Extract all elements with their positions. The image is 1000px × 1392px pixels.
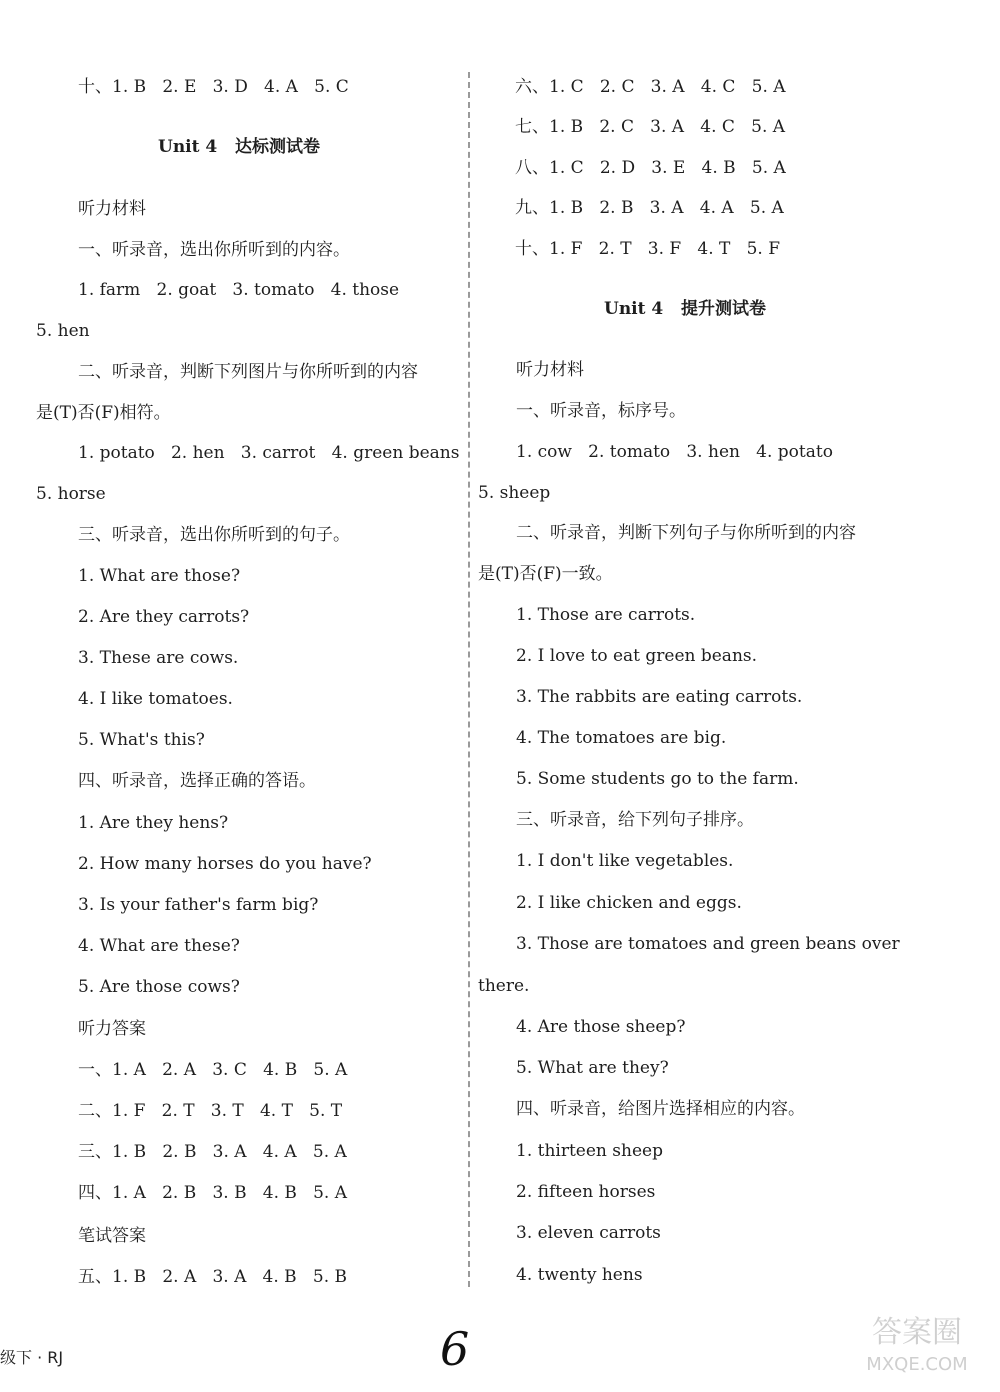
text-line: 5. sheep: [478, 483, 551, 503]
text-line: 三、1. B 2. B 3. A 4. A 5. A: [78, 1142, 347, 1162]
text-line: 十、1. F 2. T 3. F 4. T 5. F: [515, 239, 781, 259]
text-line: 七、1. B 2. C 3. A 4. C 5. A: [515, 117, 786, 137]
text-line: 4. The tomatoes are big.: [516, 728, 727, 748]
section-heading: Unit 4 达标测试卷: [158, 137, 320, 157]
watermark-logo: [842, 1304, 992, 1384]
text-line: 笔试答案: [78, 1226, 146, 1246]
text-line: 2. How many horses do you have?: [78, 854, 372, 874]
text-line: 3. Those are tomatoes and green beans over: [516, 934, 900, 954]
text-line: 四、1. A 2. B 3. B 4. B 5. A: [78, 1183, 347, 1203]
text-line: 听力材料: [78, 199, 146, 219]
text-line: 5. hen: [36, 321, 90, 341]
text-line: 1. Are they hens?: [78, 813, 229, 833]
text-line: 二、听录音，判断下列图片与你所听到的内容: [78, 362, 418, 382]
text-line: 1. I don't like vegetables.: [516, 851, 734, 871]
text-line: 三、听录音，选出你所听到的句子。: [78, 525, 350, 545]
text-line: 3. eleven carrots: [516, 1223, 661, 1243]
text-line: 二、1. F 2. T 3. T 4. T 5. T: [78, 1101, 343, 1121]
page-number: 6: [440, 1322, 470, 1376]
text-line: 3. Is your father's farm big?: [78, 895, 319, 915]
text-line: 1. potato 2. hen 3. carrot 4. green beans: [78, 443, 460, 463]
text-line: 十、1. B 2. E 3. D 4. A 5. C: [78, 77, 349, 97]
text-line: 三、听录音，给下列句子排序。: [516, 810, 754, 830]
footer-grade-label: 级下 · RJ: [0, 1348, 64, 1367]
text-line: there.: [478, 976, 530, 996]
column-divider: [468, 72, 470, 1287]
text-line: 5. What are they?: [516, 1058, 669, 1078]
text-line: 听力材料: [516, 360, 584, 380]
text-line: 1. Those are carrots.: [516, 605, 696, 625]
text-line: 4. What are these?: [78, 936, 240, 956]
text-line: 是(T)否(F)一致。: [478, 564, 613, 584]
text-line: 一、听录音，标序号。: [516, 401, 686, 421]
text-line: 5. Are those cows?: [78, 977, 240, 997]
text-line: 2. I love to eat green beans.: [516, 646, 758, 666]
section-heading: Unit 4 提升测试卷: [604, 299, 766, 319]
text-line: 五、1. B 2. A 3. A 4. B 5. B: [78, 1267, 347, 1287]
text-line: 3. These are cows.: [78, 648, 239, 668]
text-line: 3. The rabbits are eating carrots.: [516, 687, 803, 707]
text-line: 4. Are those sheep?: [516, 1017, 686, 1037]
text-line: 一、1. A 2. A 3. C 4. B 5. A: [78, 1060, 348, 1080]
text-line: 听力答案: [78, 1019, 146, 1039]
text-line: 1. cow 2. tomato 3. hen 4. potato: [516, 442, 833, 462]
text-line: 八、1. C 2. D 3. E 4. B 5. A: [515, 158, 786, 178]
text-line: 1. farm 2. goat 3. tomato 4. those: [78, 280, 400, 300]
text-line: 1. What are those?: [78, 566, 241, 586]
text-line: 2. Are they carrots?: [78, 607, 250, 627]
text-line: 是(T)否(F)相符。: [36, 403, 171, 423]
text-line: 4. twenty hens: [516, 1265, 643, 1285]
text-line: 六、1. C 2. C 3. A 4. C 5. A: [515, 77, 786, 97]
text-line: 1. thirteen sheep: [516, 1141, 663, 1161]
watermark-text-url: MXQE.COM: [866, 1354, 968, 1375]
watermark-text-cn: 答案圈: [872, 1315, 962, 1350]
text-line: 九、1. B 2. B 3. A 4. A 5. A: [515, 198, 784, 218]
text-line: 5. horse: [36, 484, 106, 504]
text-line: 5. Some students go to the farm.: [516, 769, 799, 789]
text-line: 4. I like tomatoes.: [78, 689, 233, 709]
text-line: 2. fifteen horses: [516, 1182, 656, 1202]
text-line: 5. What's this?: [78, 730, 205, 750]
text-line: 四、听录音，给图片选择相应的内容。: [516, 1099, 805, 1119]
text-line: 二、听录音，判断下列句子与你所听到的内容: [516, 523, 856, 543]
text-line: 一、听录音，选出你所听到的内容。: [78, 240, 350, 260]
text-line: 四、听录音，选择正确的答语。: [78, 771, 316, 791]
text-line: 2. I like chicken and eggs.: [516, 893, 742, 913]
